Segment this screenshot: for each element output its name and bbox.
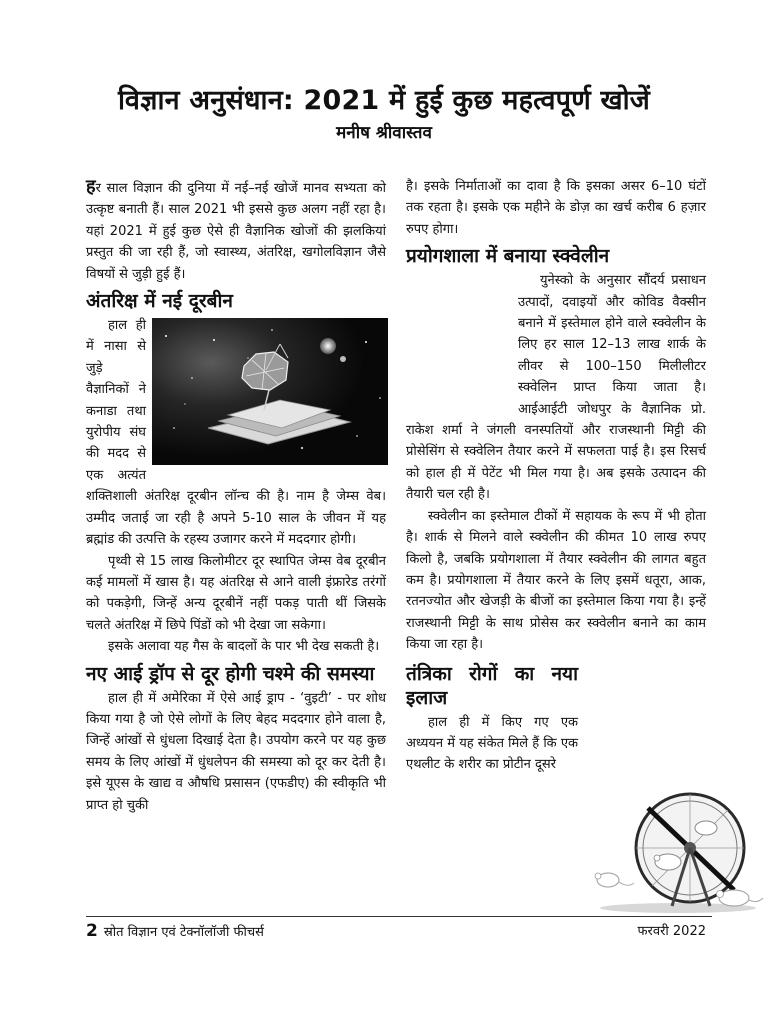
squalene-paragraph-2: स्क्वेलीन का इस्तेमाल टीकों में सहायक के रूप में भी होता है। शार्क से मिलने वाले स्क्वेलीन की कीमत 10 लाख रुपए किलो है, जबकि प्रयोगशाला में तैयार स्क्वेलीन की लागत बहुत कम है। प्रयोगशाला में तैयार करने के लिए इसमें धतूरा, आक, रतनज्योत और खेजड़ी के बीजों का इस्तेमाल किया गया है। इन्हें राजस्थानी मिट्टी के साथ प्रोसेस कर स्क्वेलीन बनाने का काम किया जा रहा है। xyxy=(406,508,706,653)
footer-divider xyxy=(86,916,712,917)
article-title: विज्ञान अनुसंधान: 2021 में हुई कुछ महत्वपूर्ण खोजें xyxy=(117,85,651,116)
telescope-paragraph-2: पृथ्वी से 15 लाख किलोमीटर दूर स्थापित जेम्स वेब दूरबीन कई मामलों में खास है। यह अंतरिक्ष से आने वाली इंफ्रारेड तरंगों को पकड़ेगी, जिन्हें अन्य दूरबीनें नहीं पकड़ पाती थीं जिसके चलते अंतरिक्ष में छिपे पिंडों को भी देखा जा सकेगा। xyxy=(86,553,386,633)
right-column xyxy=(406,176,706,802)
telescope-heading: अंतरिक्ष में नई दूरबीन xyxy=(86,290,233,313)
squalene-heading: प्रयोगशाला में बनाया स्क्वेलीन xyxy=(406,245,610,268)
telescope-text-1: हाल ही में नासा से जुड़े वैज्ञानिकों ने कनाडा तथा युरोपीय संघ की मदद से एक अत्यंत शक्तिशाली अंतरिक्ष दूरबीन लॉन्च की है। नाम है जेम्स वेब। उम्मीद जताई जा रही है अपने 5-10 साल के जीवन में यह ब्रह्मांड की उत्पत्ति के रहस्य उजागर करने में मददगार होगी। xyxy=(86,318,386,548)
telescope-paragraph-3: इसके अलावा यह गैस के बादलों के पार भी देख सकती है। xyxy=(108,639,380,655)
issue-date: फरवरी 2022 xyxy=(637,924,706,939)
squalene-paragraph-1 xyxy=(406,270,706,505)
neuro-paragraph-1: हाल ही में किए गए एक अध्ययन में यह संकेत मिले हैं कि एक एथलीट के शरीर का प्रोटीन दूसरे xyxy=(406,714,578,773)
eyedrop-heading: नए आई ड्रॉप से दूर होगी चश्मे की समस्या xyxy=(86,662,375,685)
page-number: 2 xyxy=(86,921,98,941)
james-webb-telescope-image xyxy=(152,318,388,465)
image-wrap-spacer xyxy=(406,270,518,418)
squalene-text-1: युनेस्को के अनुसार सौंदर्य प्रसाधन उत्पादों, दवाइयों और कोविड वैक्सीन बनाने में इस्तेमाल होने वाले स्क्वेलीन के लिए हर साल 12–13 लाख शार्क के लीवर से 100–150 मिलीलीटर स्क्वेलिन प्राप्त किया जाता है। आईआईटी जोधपुर के वैज्ञानिक प्रो. राकेश शर्मा ने जंगली वनस्पतियों और राजस्थानी मिट्टी की प्रोसेसिंग से स्क्वेलिन तैयार करने में सफलता पाई है। इस रिसर्च को हाल ही में पेटेंट भी मिल गया है। अब इसके उत्पादन की तैयारी चल रही है। xyxy=(406,273,706,503)
left-column xyxy=(86,176,386,816)
footer-left xyxy=(86,921,264,941)
intro-text: र साल विज्ञान की दुनिया में नई–नई खोजें मानव सभ्यता को उत्कृष्ट बनाती हैं। साल 2021 भी इससे कुछ अलग नहीं रहा है। यहां 2021 में हुई कुछ ऐसे ही वैज्ञानिक खोजों की झलकियां प्रस्तुत की जा रही हैं, जो स्वास्थ्य, अंतरिक्ष, खगोलविज्ञान जैसे विषयों से जुड़ी हुई हैं। xyxy=(86,181,386,282)
article-author: मनीष श्रीवास्तव xyxy=(336,123,432,143)
telescope-paragraph-1 xyxy=(86,315,386,550)
neuro-heading-text: तंत्रिका रोगों का नया इलाज xyxy=(406,662,578,709)
eyedrop-paragraph-continued: है। इसके निर्माताओं का दावा है कि इसका असर 6–10 घंटों तक रहता है। इसके एक महीने के डोज़ का खर्च करीब 6 हज़ार रुपए होगा। xyxy=(406,179,706,237)
mice-running-wheel-image xyxy=(586,786,766,914)
neuro-heading xyxy=(406,662,706,710)
intro-paragraph xyxy=(86,176,386,285)
mice-image-spacer xyxy=(578,662,706,802)
drop-letter: ह xyxy=(86,176,96,197)
eyedrop-paragraph-1: हाल ही में अमेरिका में ऐसे आई ड्राप - ‘वुइटी’ - पर शोध किया गया है जो ऐसे लोगों के लिए बेहद मददगार होने वाला है, जिन्हें आंखों से धुंधला दिखाई देता है। उपयोग करने पर यह कुछ समय के लिए आंखों में धुंधलेपन की समस्या को दूर कर देती है। इसे यूएस के खाद्य व औषधि प्रसासन (एफडीए) की स्वीकृति भी प्राप्त हो चुकी xyxy=(86,690,386,813)
publication-name: स्रोत विज्ञान एवं टेक्नॉलॉजी फीचर्स xyxy=(103,925,264,940)
